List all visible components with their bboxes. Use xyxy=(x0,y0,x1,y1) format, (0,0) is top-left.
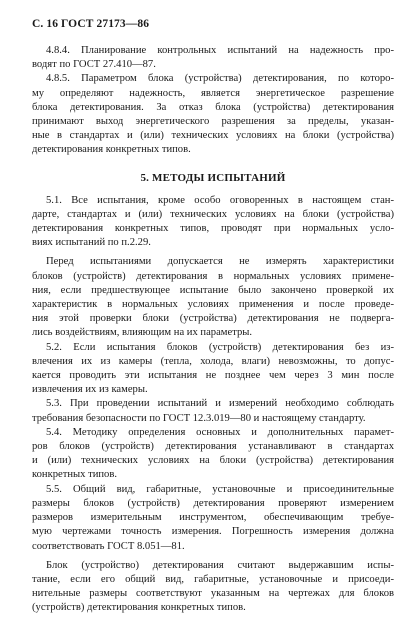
text-line: конкретных типов. xyxy=(32,469,117,481)
text-line: ные в стандартах и (или) технических условиях на блоки (устройства) xyxy=(32,130,394,142)
text-line: характеристик в нормальных условиях применения и после проведе- xyxy=(32,299,394,311)
paragraph-5-2 xyxy=(32,341,394,398)
text-line: требования безопасности по ГОСТ 12.3.019—80 и настоящему стандарту. xyxy=(32,412,366,424)
text-line: блока детектирования. За отказ блока (устройства) детектирования xyxy=(32,101,394,113)
text-line: влечения их из камеры (тепла, холода, влаги) невозможны, то допус- xyxy=(32,355,394,367)
paragraph-5-5-note xyxy=(32,559,394,616)
text-line: дарте, стандартах и (или) технических условиях на блоки (устройства) xyxy=(32,208,394,220)
text-line: 5.1. Все испытания, кроме особо оговоренных в настоящем стан- xyxy=(46,194,394,206)
paragraph-5-1-note xyxy=(32,255,394,340)
text-line: ния этой проверки блоки (устройства) детектирования не подверга- xyxy=(32,313,394,325)
document-page xyxy=(32,18,394,616)
text-line: Блок (устройство) детектирования считают выдержавшим испы- xyxy=(46,559,394,571)
paragraph-5-1 xyxy=(32,194,394,251)
text-line: му определяют надежность, является энергетическое разрешение xyxy=(32,87,394,99)
paragraph-5-5 xyxy=(32,483,394,554)
text-line: размеры блоков (устройств) детектирования проверяют измерением xyxy=(32,497,394,509)
text-line: водят по ГОСТ 27.410—87. xyxy=(32,59,156,71)
text-line: 5.3. При проведении испытаний и измерений необходимо соблюдать xyxy=(46,398,394,410)
text-line: тание, если его общий вид, габаритные, установочные и присоеди- xyxy=(32,573,394,585)
text-line: 5.4. Методику определения основных и дополнительных парамет- xyxy=(46,426,394,438)
text-line: 4.8.5. Параметром блока (устройства) детектирования, по которо- xyxy=(46,73,394,85)
text-line: лись воздействиям, влияющим на их параметры. xyxy=(32,327,253,339)
text-line: Перед испытаниями допускается не измерять характеристики xyxy=(46,256,394,268)
page-header: С. 16 ГОСТ 27173—86 xyxy=(32,18,150,30)
text-line: нительные размеры соответствуют указанным на чертежах для блоков xyxy=(32,588,394,600)
text-line: (устройств) детектирования конкретных типов. xyxy=(32,602,246,614)
text-line: кается проводить эти испытания не позднее чем через 3 мин после xyxy=(32,370,394,382)
text-line: детектирования конкретных типов. xyxy=(32,144,191,156)
text-line: 4.8.4. Планирование контрольных испытаний на надежность про- xyxy=(46,45,394,56)
paragraph-5-3 xyxy=(32,397,394,425)
section-title: 5. МЕТОДЫ ИСПЫТАНИЙ xyxy=(140,171,286,184)
text-line: соответствовать ГОСТ 8.051—81. xyxy=(32,540,185,552)
text-line: 5.5. Общий вид, габаритные, установочные и присоединительные xyxy=(46,483,394,495)
paragraph-4-8-5 xyxy=(32,72,394,157)
text-line: ров блоков (устройств) детектирования устанавливают в стандартах xyxy=(32,441,394,453)
paragraph-4-8-4 xyxy=(32,44,394,72)
paragraph-5-4 xyxy=(32,426,394,483)
text-line: и (или) технических условиях на блоки (устройства) детектирования xyxy=(32,455,394,467)
text-line: ния, если предшествующее испытание было закончено проверкой их xyxy=(32,284,394,296)
text-line: виях испытаний по п.2.29. xyxy=(32,237,151,249)
text-line: мую чертежами точность измерения. Погрешность измерения должна xyxy=(32,526,394,538)
text-line: размеров измерительным инструментом, обеспечивающим требуе- xyxy=(32,512,394,524)
text-line: принимают выход энергетического разрешения за пределы, указан- xyxy=(32,116,394,128)
text-line: детектирования конкретных типов, проводят при нормальных усло- xyxy=(32,223,394,235)
text-line: блоков (устройств) детектирования в нормальных условиях примене- xyxy=(32,270,394,282)
text-line: извлечения их из камеры. xyxy=(32,384,148,396)
text-line: 5.2. Если испытания блоков (устройств) детектирования без из- xyxy=(46,341,394,353)
